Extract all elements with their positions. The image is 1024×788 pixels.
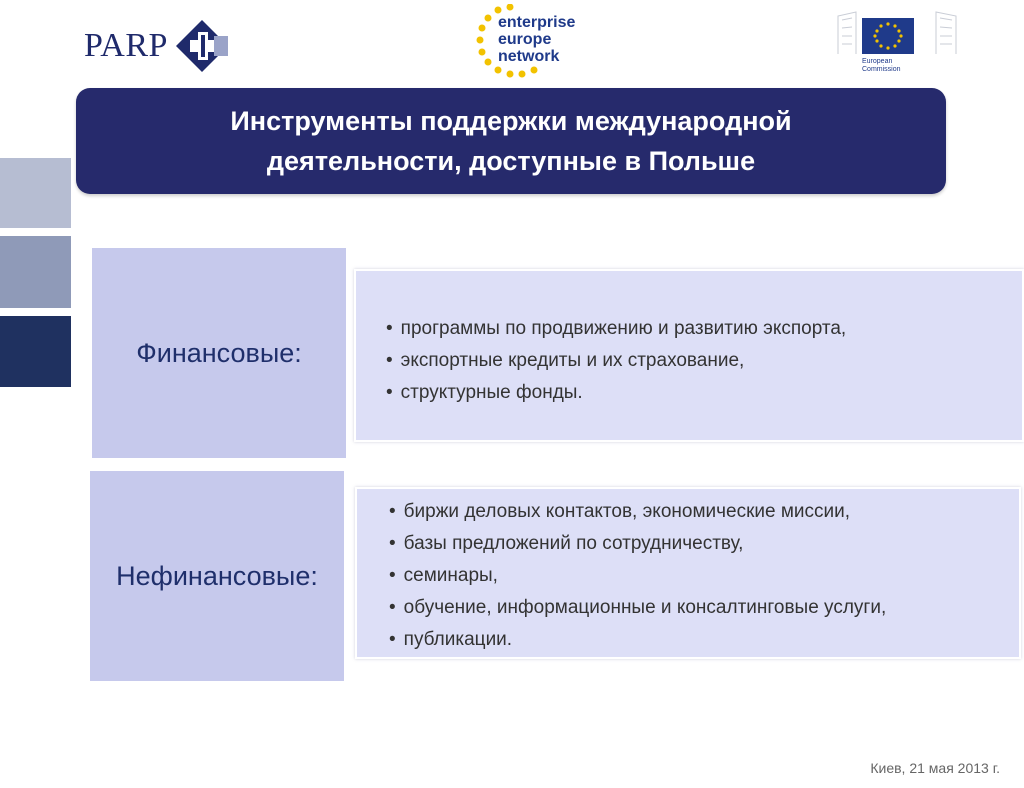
list-item: • семинары,: [389, 560, 1019, 592]
list-item: • программы по продвижению и развитию экспорта,: [386, 313, 1022, 345]
nonfinancial-label: Нефинансовые:: [116, 560, 318, 591]
financial-content-box: [354, 269, 1024, 442]
list-item: • базы предложений по сотрудничеству,: [389, 528, 1019, 560]
footer-date: Киев, 21 мая 2013 г.: [870, 760, 1000, 776]
list-item: • экспортные кредиты и их страхование,: [386, 345, 1022, 377]
list-item: • обучение, информационные и консалтинговые услуги,: [389, 592, 1019, 624]
list-item: • публикации.: [389, 624, 1019, 656]
parp-diamond-icon: [174, 18, 230, 74]
financial-label: Финансовые:: [136, 337, 302, 368]
nonfinancial-label-box: [90, 471, 344, 681]
decor-square-mid: [0, 236, 71, 308]
financial-label-box: [92, 248, 346, 458]
ec-logo-caption: European Commission: [862, 58, 901, 73]
european-commission-logo: [836, 10, 962, 80]
decor-square-light: [0, 158, 71, 228]
financial-list: [386, 313, 1022, 409]
een-logo-text: enterprise europe network: [498, 14, 576, 65]
parp-logo-text: PARP: [84, 27, 168, 64]
nonfinancial-list: [389, 496, 1019, 656]
list-item: • структурные фонды.: [386, 377, 1022, 409]
nonfinancial-content-box: [355, 487, 1021, 659]
een-logo: [474, 4, 574, 80]
decor-square-dark: [0, 316, 71, 387]
page-title: Инструменты поддержки международной деятельности, доступные в Польше: [230, 106, 792, 176]
ec-building-flag-icon: [836, 10, 962, 56]
parp-logo: [84, 18, 236, 74]
list-item: • биржи деловых контактов, экономические миссии,: [389, 496, 1019, 528]
title-banner: [76, 88, 946, 194]
